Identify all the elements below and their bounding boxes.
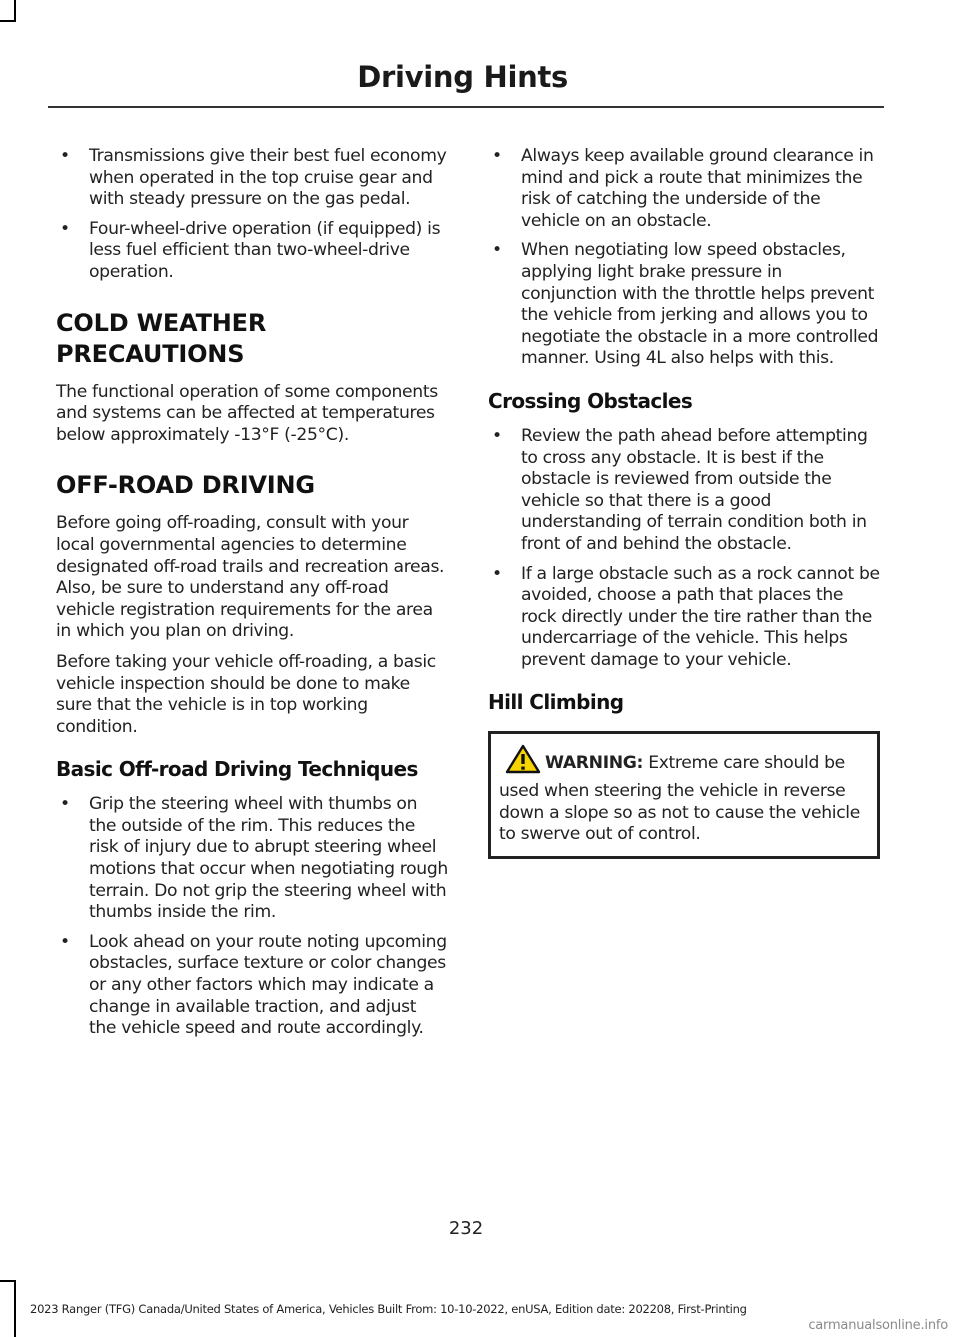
ground-clearance-bullets bbox=[488, 146, 880, 370]
list-item: • If a large obstacle such as a rock cannot be avoided, choose a path that places the rock directly under the tire rather than the undercarriage of the vehicle. This helps prevent damage to your vehicle. bbox=[488, 564, 880, 672]
crop-mark-top-left-horizontal bbox=[0, 20, 16, 22]
warning-text: Extreme care should be used when steering the vehicle in reverse down a slope so as not to cause the vehicle to swerve out of control. bbox=[499, 753, 860, 845]
crop-mark-top-left-vertical bbox=[14, 0, 16, 22]
warning-label: WARNING: bbox=[545, 753, 644, 774]
list-item: • Look ahead on your route noting upcoming obstacles, surface texture or color changes or any other factors which may indicate a change in available traction, and adjust the vehicle speed and route accordingly. bbox=[56, 932, 448, 1040]
cold-weather-heading-line1: COLD WEATHER bbox=[56, 308, 267, 337]
hill-climbing-heading: Hill Climbing bbox=[488, 690, 624, 715]
list-item: • Always keep available ground clearance in mind and pick a route that minimizes the risk of catching the underside of the vehicle on an obstacle. bbox=[488, 146, 880, 232]
list-item: • Transmissions give their best fuel economy when operated in the top cruise gear and with steady pressure on the gas pedal. bbox=[56, 146, 448, 211]
watermark: carmanualsonline.info bbox=[808, 1318, 948, 1333]
techniques-heading: Basic Off-road Driving Techniques bbox=[56, 757, 418, 782]
left-column bbox=[56, 146, 448, 1048]
warning-triangle-icon bbox=[505, 744, 541, 781]
page-number: 232 bbox=[448, 1218, 484, 1239]
cold-weather-heading bbox=[56, 308, 448, 370]
page-header-title: Driving Hints bbox=[357, 60, 568, 94]
offroad-paragraph-1: Before going off-roading, consult with your local governmental agencies to determine designated off-road trails and recreation areas. Also, be sure to understand any off-road vehicle registration requirements for the area in which you plan on driving. bbox=[56, 513, 445, 642]
list-item: • When negotiating low speed obstacles, applying light brake pressure in conjunction with the throttle helps prevent the vehicle from jerking and allows you to negotiate the obstacle in a more controlled manner. Using 4L also helps with this. bbox=[488, 240, 880, 370]
techniques-bullets bbox=[56, 794, 448, 1040]
edition-footer: 2023 Ranger (TFG) Canada/United States of America, Vehicles Built From: 10-10-2022, enUSA, Edition date: 202208, First-Printing bbox=[30, 1302, 747, 1316]
header-rule bbox=[48, 106, 884, 108]
fuel-economy-bullets bbox=[56, 146, 448, 284]
crop-mark-bottom-left-vertical bbox=[14, 1280, 16, 1337]
list-item: • Four-wheel-drive operation (if equipped) is less fuel efficient than two-wheel-drive operation. bbox=[56, 219, 448, 284]
crop-mark-bottom-left-horizontal bbox=[0, 1280, 16, 1282]
right-column bbox=[488, 146, 880, 859]
crossing-obstacles-bullets bbox=[488, 426, 880, 672]
offroad-driving-heading: OFF-ROAD DRIVING bbox=[56, 471, 315, 500]
crossing-obstacles-heading: Crossing Obstacles bbox=[488, 388, 693, 413]
cold-weather-paragraph: The functional operation of some components and systems can be affected at temperatures below approximately -13°F (-25°C). bbox=[56, 381, 438, 445]
list-item: • Grip the steering wheel with thumbs on the outside of the rim. This reduces the risk of injury due to abrupt steering wheel motions that occur when negotiating rough terrain. Do not grip the steering wheel with thumbs inside the rim. bbox=[56, 794, 448, 924]
list-item: • Review the path ahead before attempting to cross any obstacle. It is best if the obstacle is reviewed from outside the vehicle so that there is a good understanding of terrain condition both in front of and behind the obstacle. bbox=[488, 426, 880, 556]
offroad-paragraph-2: Before taking your vehicle off-roading, a basic vehicle inspection should be done to make sure that the vehicle is in top working condition. bbox=[56, 651, 436, 737]
warning-box bbox=[488, 731, 880, 858]
cold-weather-heading-line2: PRECAUTIONS bbox=[56, 339, 245, 368]
